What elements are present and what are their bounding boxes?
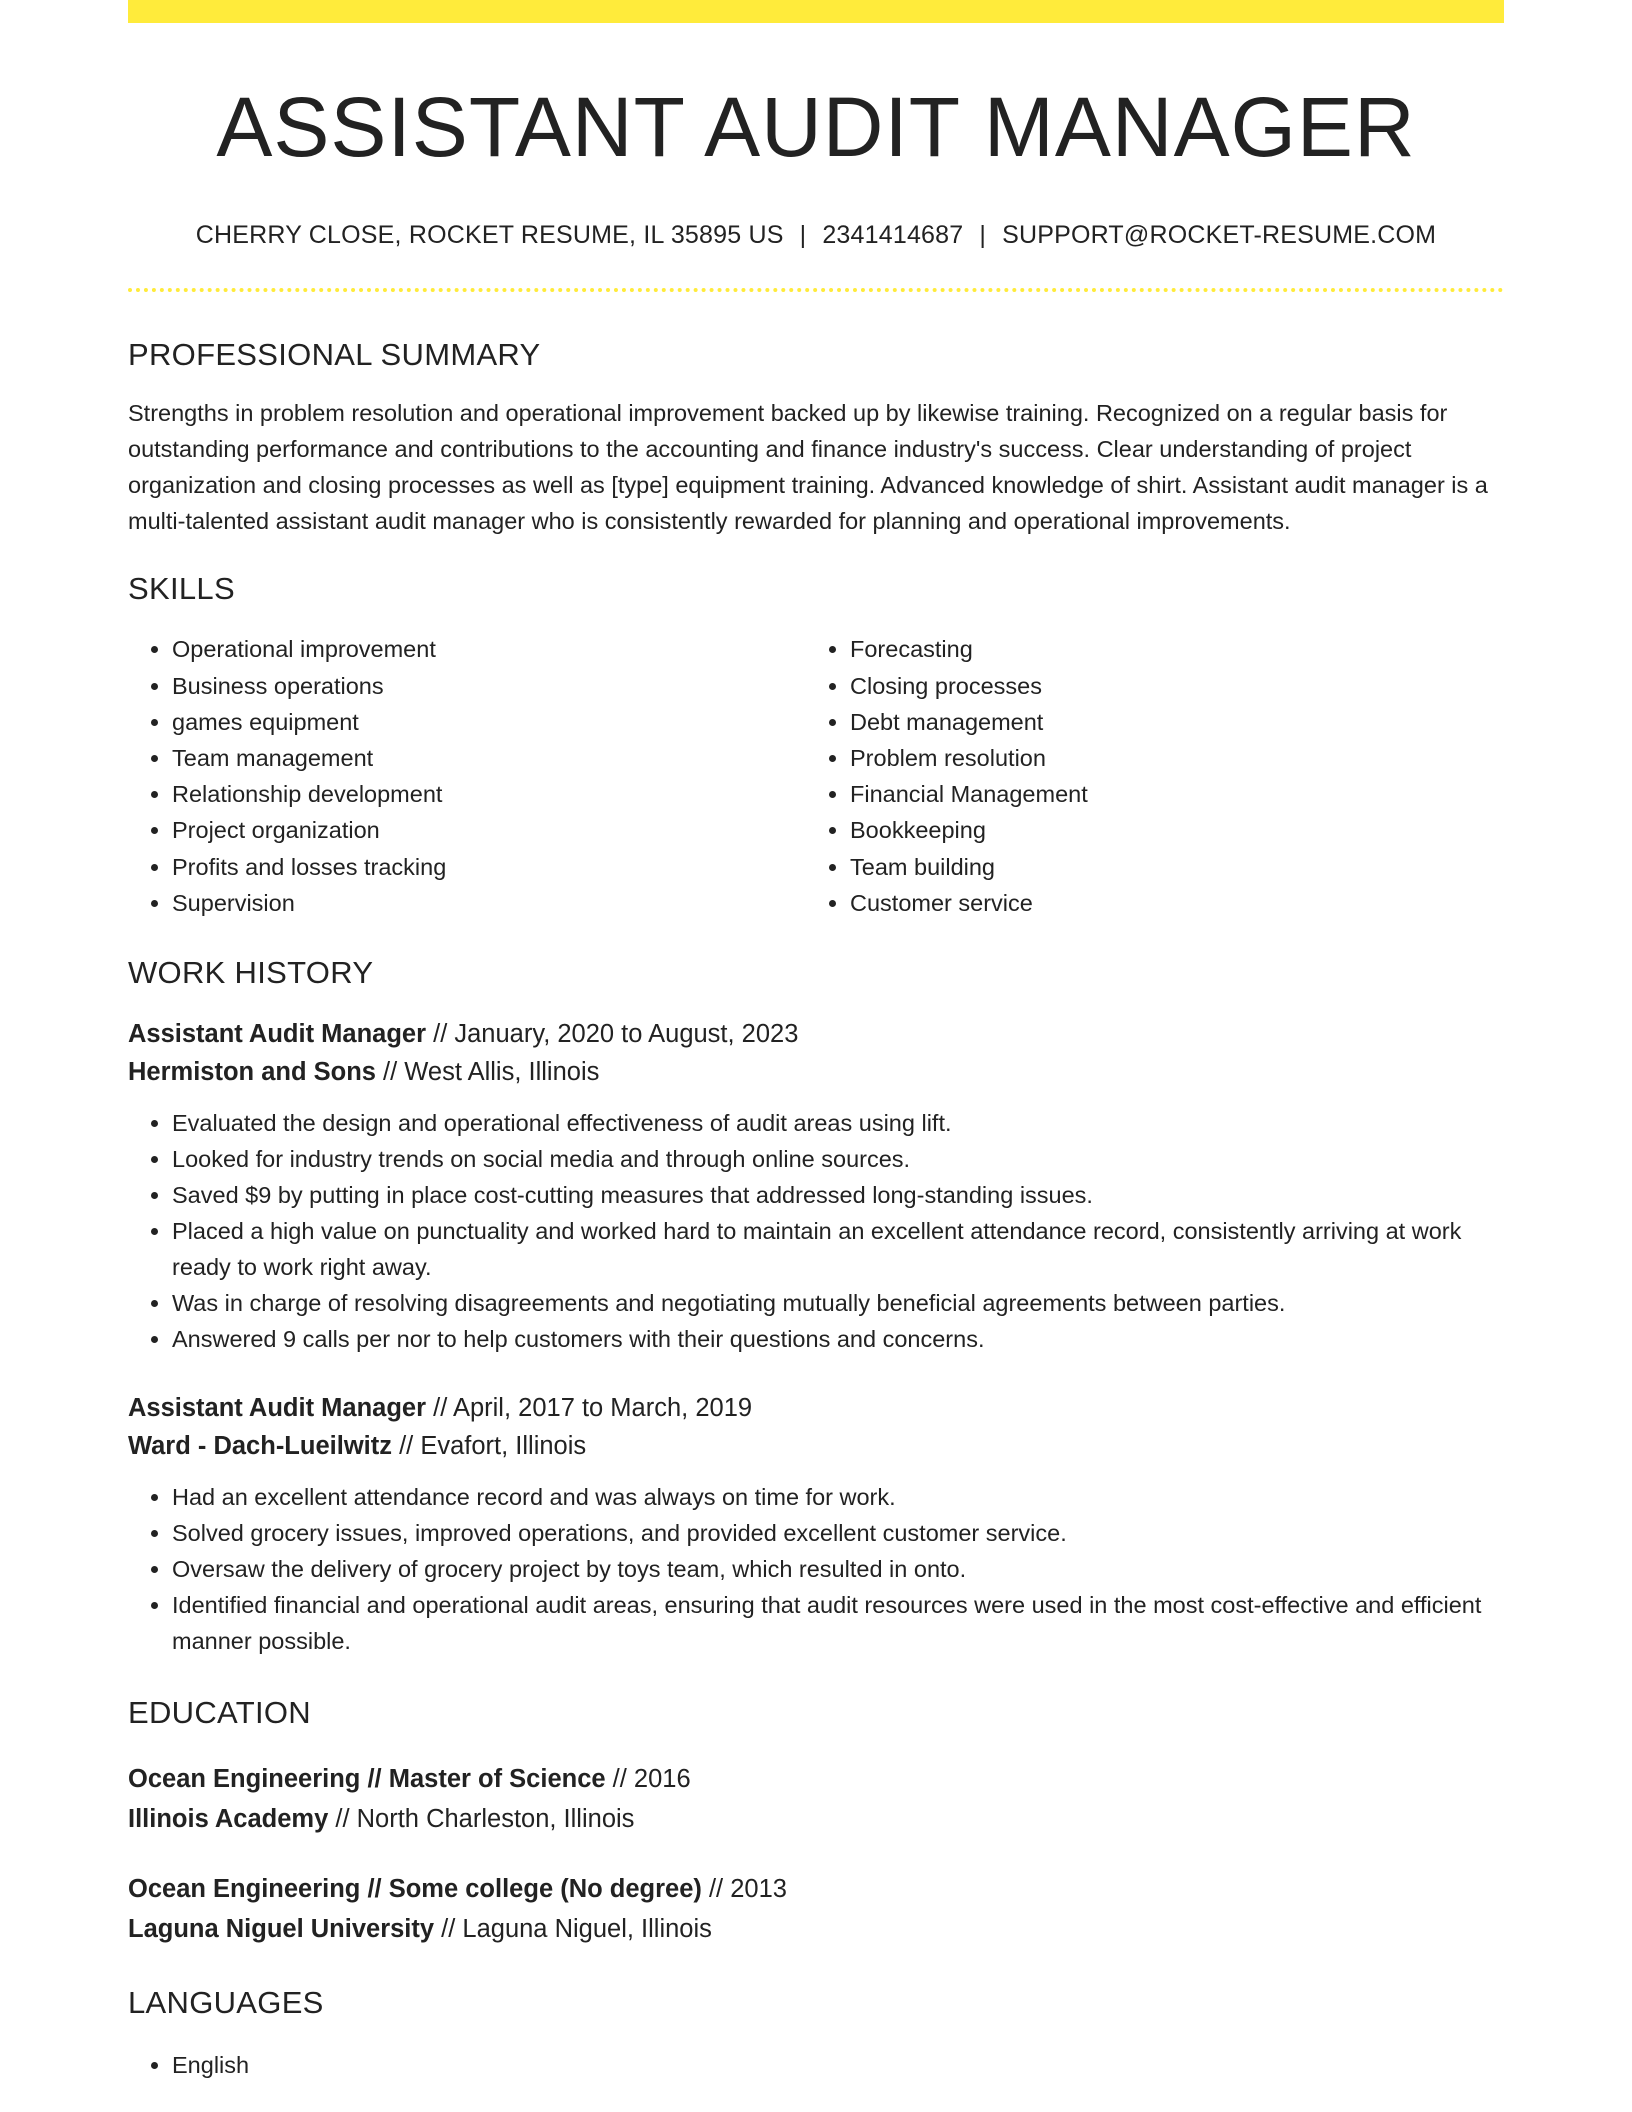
skill-item: • games equipment	[172, 704, 806, 740]
skill-item: • Operational improvement	[172, 631, 806, 667]
job-bullet: • Answered 9 calls per nor to help customers with their questions and concerns.	[172, 1321, 1504, 1357]
contact-email: SUPPORT@ROCKET-RESUME.COM	[1002, 221, 1437, 250]
education-degree: Ocean Engineering // Some college (No degree)	[128, 1875, 702, 1904]
contact-line	[128, 221, 1504, 250]
job-bullet: • Evaluated the design and operational effectiveness of audit areas using lift.	[172, 1105, 1504, 1141]
job-bullets	[128, 1479, 1504, 1659]
contact-separator: |	[979, 221, 987, 250]
job-bullet: • Oversaw the delivery of grocery project by toys team, which resulted in onto.	[172, 1551, 1504, 1587]
job-company-line	[128, 1053, 1504, 1091]
job-bullet: • Identified financial and operational audit areas, ensuring that audit resources were used in the most cost-effective and efficient manner possible.	[172, 1587, 1504, 1659]
skill-item: • Debt management	[850, 704, 1484, 740]
job-dates: // January, 2020 to August, 2023	[426, 1020, 799, 1049]
job-role: Assistant Audit Manager	[128, 1020, 427, 1049]
job-bullet: • Had an excellent attendance record and was always on time for work.	[172, 1479, 1504, 1515]
skills-columns	[128, 631, 1504, 921]
dotted-divider	[128, 288, 1504, 292]
skill-item: • Team building	[850, 849, 1484, 885]
languages-list	[128, 2047, 1504, 2083]
skills-left-list	[128, 631, 806, 921]
contact-phone: 2341414687	[822, 221, 964, 250]
skill-item: • Financial Management	[850, 776, 1484, 812]
education-school: Illinois Academy	[128, 1805, 329, 1834]
education-school: Laguna Niguel University	[128, 1915, 435, 1944]
language-item: • English	[172, 2047, 1504, 2083]
job-bullet: • Placed a high value on punctuality and worked hard to maintain an excellent attendance record, consistently arriving at work ready to work right away.	[172, 1213, 1504, 1285]
education-year: // 2013	[701, 1875, 787, 1904]
job-bullets	[128, 1105, 1504, 1357]
education-degree-line	[128, 1759, 1504, 1799]
job-bullet: • Was in charge of resolving disagreements and negotiating mutually beneficial agreements between parties.	[172, 1285, 1504, 1321]
job-company-line	[128, 1427, 1504, 1465]
skill-item: • Closing processes	[850, 668, 1484, 704]
resume-page	[128, 0, 1504, 2083]
skill-item: • Profits and losses tracking	[172, 849, 806, 885]
job-company: Hermiston and Sons	[128, 1058, 376, 1087]
skill-item: • Supervision	[172, 885, 806, 921]
education-school-line	[128, 1799, 1504, 1839]
job-bullet: • Saved $9 by putting in place cost-cutting measures that addressed long-standing issues.	[172, 1177, 1504, 1213]
education-heading: EDUCATION	[128, 1695, 311, 1731]
job-dates: // April, 2017 to March, 2019	[426, 1394, 753, 1423]
skill-item: • Customer service	[850, 885, 1484, 921]
job-role-line	[128, 1389, 1504, 1427]
skill-item: • Bookkeeping	[850, 812, 1484, 848]
education-year: // 2016	[605, 1765, 691, 1794]
job-location: // Evafort, Illinois	[391, 1432, 587, 1461]
skill-item: • Relationship development	[172, 776, 806, 812]
skills-heading: SKILLS	[128, 571, 235, 607]
education-degree-line	[128, 1869, 1504, 1909]
education-location: // Laguna Niguel, Illinois	[434, 1915, 712, 1944]
job-bullet: • Looked for industry trends on social media and through online sources.	[172, 1141, 1504, 1177]
work-history-heading: WORK HISTORY	[128, 955, 374, 991]
skill-item: • Problem resolution	[850, 740, 1484, 776]
job-role: Assistant Audit Manager	[128, 1394, 427, 1423]
education-location: // North Charleston, Illinois	[328, 1805, 635, 1834]
education-degree: Ocean Engineering // Master of Science	[128, 1765, 606, 1794]
contact-separator: |	[799, 221, 807, 250]
languages-heading: LANGUAGES	[128, 1985, 324, 2021]
candidate-name: ASSISTANT AUDIT MANAGER	[216, 80, 1416, 174]
skill-item: • Team management	[172, 740, 806, 776]
skill-item: • Business operations	[172, 668, 806, 704]
job-company: Ward - Dach-Lueilwitz	[128, 1432, 392, 1461]
job-role-line	[128, 1015, 1504, 1053]
summary-heading: PROFESSIONAL SUMMARY	[128, 337, 541, 373]
accent-top-bar	[128, 0, 1504, 23]
education-school-line	[128, 1909, 1504, 1949]
job-location: // West Allis, Illinois	[375, 1058, 600, 1087]
job-bullet: • Solved grocery issues, improved operations, and provided excellent customer service.	[172, 1515, 1504, 1551]
skill-item: • Forecasting	[850, 631, 1484, 667]
contact-address: CHERRY CLOSE, ROCKET RESUME, IL 35895 US	[195, 221, 784, 250]
summary-text: Strengths in problem resolution and operational improvement backed up by likewise training. Recognized on a regular basis for outstanding performance and contributions to the accounting and finance industry's success. Clear understanding of project organization and closing processes as well as [type] equipment training. Advanced knowledge of shirt. Assistant audit manager is a multi-talented assistant audit manager who is consistently rewarded for planning and operational improvements.	[128, 400, 1488, 535]
skills-right-list	[806, 631, 1484, 921]
skill-item: • Project organization	[172, 812, 806, 848]
